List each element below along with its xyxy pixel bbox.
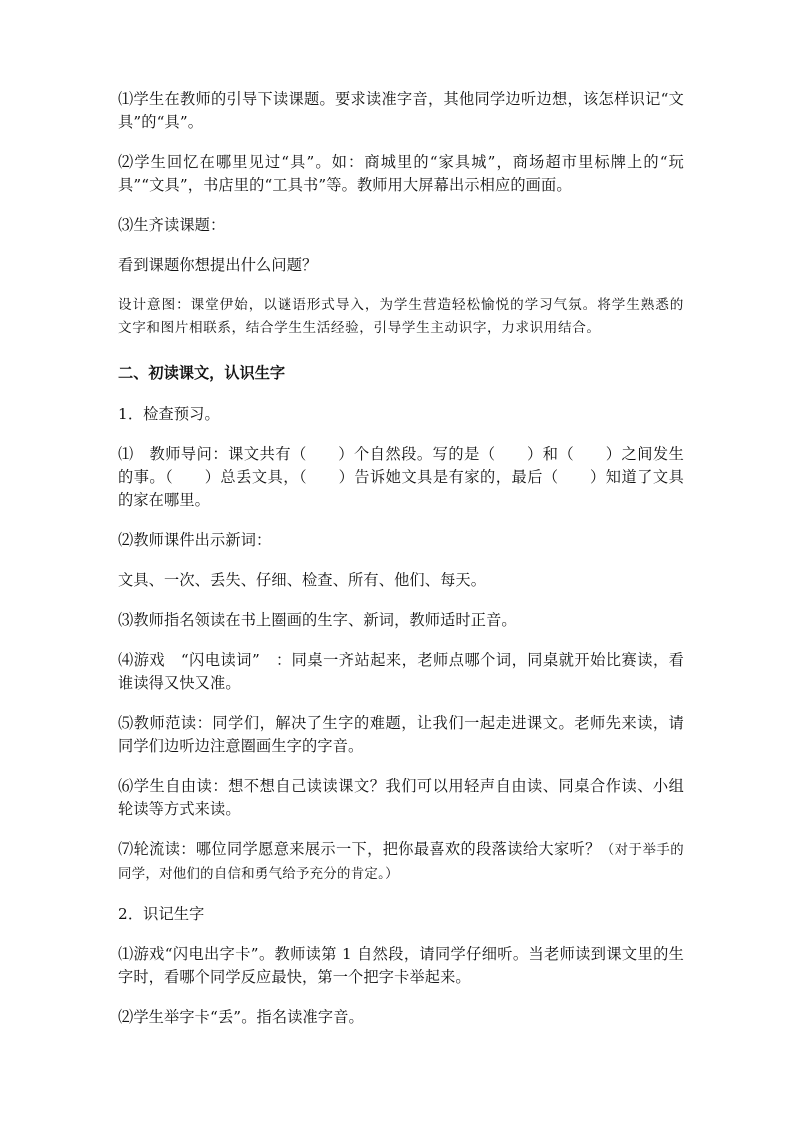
paragraph-lead-reading: ⑶教师指名领读在书上圈画的生字、新词，教师适时正音。 xyxy=(118,611,517,629)
paragraph-character-card: ⑵学生举字卡“丢”。指名读准字音。 xyxy=(118,1008,364,1026)
paragraph-teacher-questions: ⑴ 教师导问：课文共有（ ）个自然段。写的是（ ）和（ ）之间发生的事。（ ）总丢文具，（ ）告诉她文具是有家的，最后（ ）知道了文具的家在哪里。 xyxy=(118,445,684,509)
paragraph-step-2: ⑵学生回忆在哪里见过“具”。如：商城里的“家具城”，商场超市里标牌上的“玩具”“文具”，书店里的“工具书”等。教师用大屏幕出示相应的画面。 xyxy=(118,153,684,194)
design-intent-note: 设计意图：课堂伊始，以谜语形式导入，为学生营造轻松愉悦的学习气氛。将学生熟悉的文字和图片相联系，结合学生生活经验，引导学生主动识字，力求识用结合。 xyxy=(118,297,684,336)
paragraph-flash-game: ⑷游戏 “闪电读词” ：同桌一齐站起来，老师点哪个词，同桌就开始比赛读，看谁读得又快又准。 xyxy=(118,651,684,692)
paragraph-step-1: ⑴学生在教师的引导下读课题。要求读准字音，其他同学边听边想，该怎样识记“文具”的“具”。 xyxy=(118,90,684,131)
paragraph-question: 看到课题你想提出什么问题？ xyxy=(118,256,318,274)
paragraph-flash-card-game: ⑴游戏“闪电出字卡”。教师读第 1 自然段，请同学仔细听。当老师读到课文里的生字时，看哪个同学反应最快，第一个把字卡举起来。 xyxy=(118,945,684,986)
subsection-title-characters: 2．识记生字 xyxy=(118,905,205,923)
paragraph-step-3: ⑶生齐读课题： xyxy=(118,216,226,234)
paragraph-model-reading: ⑸教师范读：同学们，解决了生字的难题，让我们一起走进课文。老师先来读，请同学们边听边注意圈画生字的字音。 xyxy=(118,714,684,755)
turn-reading-note: （对于举手的同学，对他们的自信和勇气给予充分的肯定。） xyxy=(118,843,684,882)
paragraph-new-words-list: 文具、一次、丢失、仔细、检查、所有、他们、每天。 xyxy=(118,571,487,589)
paragraph-free-reading: ⑹学生自由读：想不想自己读读课文？我们可以用轻声自由读、同桌合作读、小组轮读等方式来读。 xyxy=(118,777,684,818)
subsection-title-preview: 1．检查预习。 xyxy=(118,405,220,423)
turn-reading-main-text: ⑺轮流读：哪位同学愿意来展示一下，把你最喜欢的段落读给大家听？ xyxy=(118,840,601,858)
paragraph-turn-reading xyxy=(118,838,684,886)
document-body xyxy=(118,88,684,1046)
section-heading: 二、初读课文，认识生字 xyxy=(118,364,286,382)
paragraph-new-words-intro: ⑵教师课件出示新词： xyxy=(118,531,272,549)
